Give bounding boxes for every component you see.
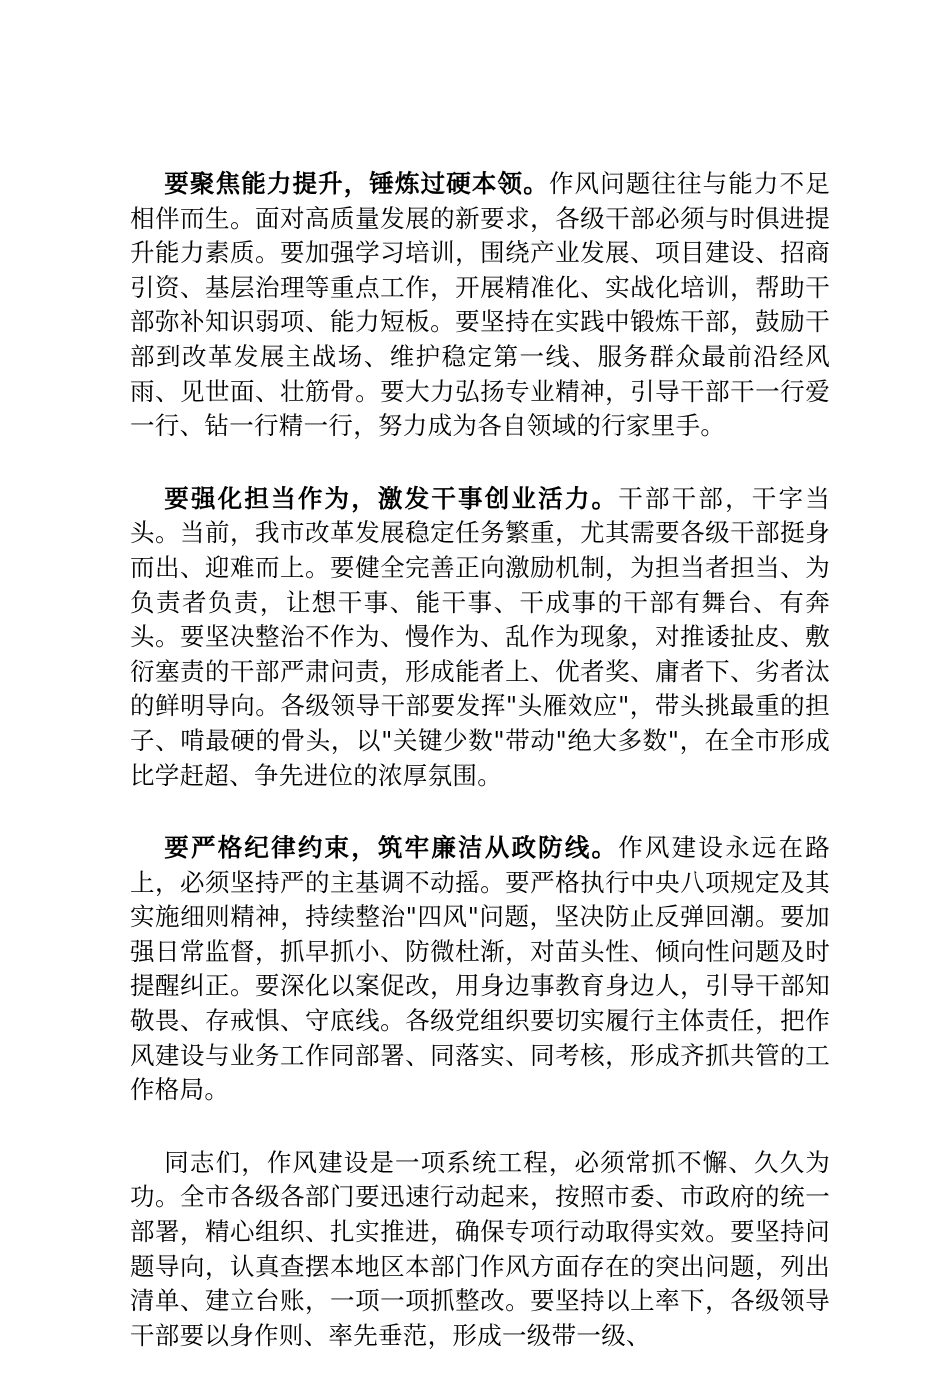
paragraph-discipline [130, 831, 830, 1108]
document-body [130, 167, 830, 1391]
paragraph-text: 干部干部，干字当头。当前，我市改革发展稳定任务繁重，尤其需要各级干部挺身而出、迎难而上。要健全完善正向激励机制，为担当者担当、为负责者负责，让想干事、能干事、干成事的干部有舞台、有奔头。要坚决整治不作为、慢作为、乱作为现象，对推诿扯皮、敷衍塞责的干部严肃问责，形成能者上、优者奖、庸者下、劣者汰的鲜明导向。各级领导干部要发挥"头雁效应"，带头挑最重的担子、啃最硬的骨头，以"关键少数"带动"绝大多数"，在全市形成比学赶超、争先进位的浓厚氛围。 [130, 483, 830, 790]
paragraph-text: 同志们，作风建设是一项系统工程，必须常抓不懈、久久为功。全市各级各部门要迅速行动起来，按照市委、市政府的统一部署，精心组织、扎实推进，确保专项行动取得实效。要坚持问题导向，认真查摆本地区本部门作风方面存在的突出问题，列出清单、建立台账，一项一项抓整改。要坚持以上率下，各级领导干部要以身作则、率先垂范，形成一级带一级、 [130, 1147, 830, 1350]
paragraph-conclusion [130, 1146, 830, 1354]
paragraph-ability [130, 167, 830, 444]
paragraph-heading: 要强化担当作为，激发干事创业活力。 [164, 483, 619, 513]
paragraph-heading: 要严格纪律约束，筑牢廉洁从政防线。 [164, 833, 619, 863]
paragraph-text: 作风问题往往与能力不足相伴而生。面对高质量发展的新要求，各级干部必须与时俱进提升能力素质。要加强学习培训，围绕产业发展、项目建设、招商引资、基层治理等重点工作，开展精准化、实战化培训，帮助干部弥补知识弱项、能力短板。要坚持在实践中锻炼干部，鼓励干部到改革发展主战场、维护稳定第一线、服务群众最前沿经风雨、见世面、壮筋骨。要大力弘扬专业精神，引导干部干一行爱一行、钻一行精一行，努力成为各自领域的行家里手。 [130, 169, 830, 441]
paragraph-heading: 要聚焦能力提升，锤炼过硬本领。 [164, 169, 549, 198]
paragraph-text: 作风建设永远在路上，必须坚持严的主基调不动摇。要严格执行中央八项规定及其实施细则精神，持续整治"四风"问题，坚决防止反弹回潮。要加强日常监督，抓早抓小、防微杜渐，对苗头性、倾向性问题及时提醒纠正。要深化以案促改，用身边事教育身边人，引导干部知敬畏、存戒惧、守底线。各级党组织要切实履行主体责任，把作风建设与业务工作同部署、同落实、同考核，形成齐抓共管的工作格局。 [130, 833, 830, 1105]
paragraph-responsibility [130, 482, 830, 793]
